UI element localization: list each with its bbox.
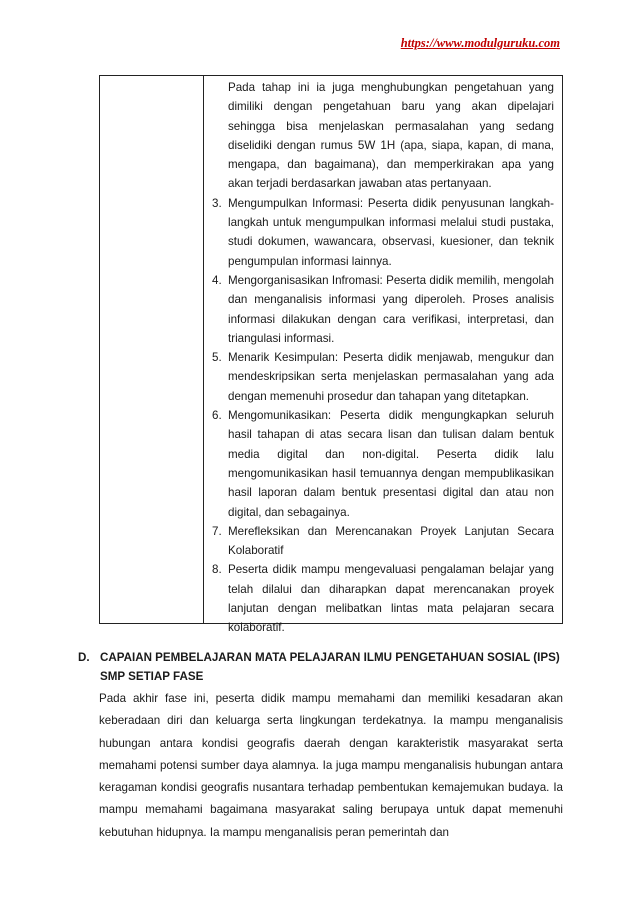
list-number: 8.: [212, 563, 222, 577]
list-item: [212, 406, 554, 522]
list-number: 6.: [212, 409, 222, 423]
list-text: Mengorganisasikan Infromasi: Peserta didik memilih, mengolah dan menganalisis informasi yang diperoleh. Proses analisis informasi dilakukan dengan cara verifikasi, interpretasi, dan triangulasi informasi.: [228, 273, 554, 345]
list-text: Merefleksikan dan Merencanakan Proyek Lanjutan Secara Kolaboratif: [228, 524, 554, 558]
list-item: [212, 194, 554, 271]
list-item: [212, 271, 554, 348]
list-item: [212, 560, 554, 637]
section-title: CAPAIAN PEMBELAJARAN MATA PELAJARAN ILMU PENGETAHUAN SOSIAL (IPS) SMP SETIAP FASE: [100, 651, 560, 684]
list-number: 3.: [212, 196, 222, 210]
list-number: 4.: [212, 273, 222, 287]
table-content-cell: [204, 76, 562, 638]
list-text: Menarik Kesimpulan: Peserta didik menjawab, mengukur dan mendeskripsikan serta menjelaskan permasalahan yang ada dengan memenuhi prosedur dan tahapan yang ditetapkan.: [228, 351, 554, 403]
list-text: Mengumpulkan Informasi: Peserta didik penyusunan langkah-langkah untuk mengumpulkan informasi melalui studi pustaka, studi dokumen, wawancara, observasi, kuesioner, dan teknik pengumpulan informasi lainnya.: [228, 196, 554, 268]
section-d: [78, 648, 563, 687]
section-paragraph: Pada akhir fase ini, peserta didik mampu memahami dan memiliki kesadaran akan keberadaan diri dan keluarga serta lingkungan terdekatnya. Ia mampu menganalisis hubungan antara kondisi geografis daerah dengan karakteristik masyarakat serta memahami potensi sumber daya alamnya. Ia juga mampu menganalisis hubungan antara keragaman kondisi geografis nusantara terhadap pembentukan kemajemukan budaya. Ia mampu memahami bagaimana masyarakat saling berupaya untuk dapat memenuhi kebutuhan hidupnya. Ia mampu menganalisis peran pemerintah dan: [99, 692, 563, 839]
list-text: Peserta didik mampu mengevaluasi pengalaman belajar yang telah dilalui dan diharapkan dapat merencanakan proyek lanjutan dengan melibatkan lintas mata pelajaran secara kolaboratif.: [228, 563, 554, 635]
section-heading: [78, 648, 563, 687]
activity-table: [99, 75, 563, 635]
list-number: 5.: [212, 351, 222, 365]
list-item: [212, 522, 554, 561]
list-number: 7.: [212, 524, 222, 538]
list-item: [212, 348, 554, 406]
section-letter: D.: [78, 651, 90, 664]
list-text: Mengomunikasikan: Peserta didik mengungkapkan seluruh hasil tahapan di atas secara lisan dan tulisan dalam bentuk media digital dan non-digital. Peserta didik lalu mengomunikasikan hasil temuannya dengan mempublikasikan hasil laporan dalam bentuk presentasi digital dan atau non digital, dan sebagainya.: [228, 409, 554, 519]
continuation-paragraph: Pada tahap ini ia juga menghubungkan pengetahuan yang dimiliki dengan pengetahuan baru yang akan dipelajari sehingga bisa menjelaskan permasalahan yang sedang diselidiki dengan rumus 5W 1H (apa, siapa, kapan, di mana, mengapa, dan bagaimana), dan memperkirakan apa yang akan terjadi berdasarkan jawaban atas pertanyaan.: [228, 81, 554, 191]
header-url-link[interactable]: https://www.modulguruku.com: [400, 36, 560, 50]
